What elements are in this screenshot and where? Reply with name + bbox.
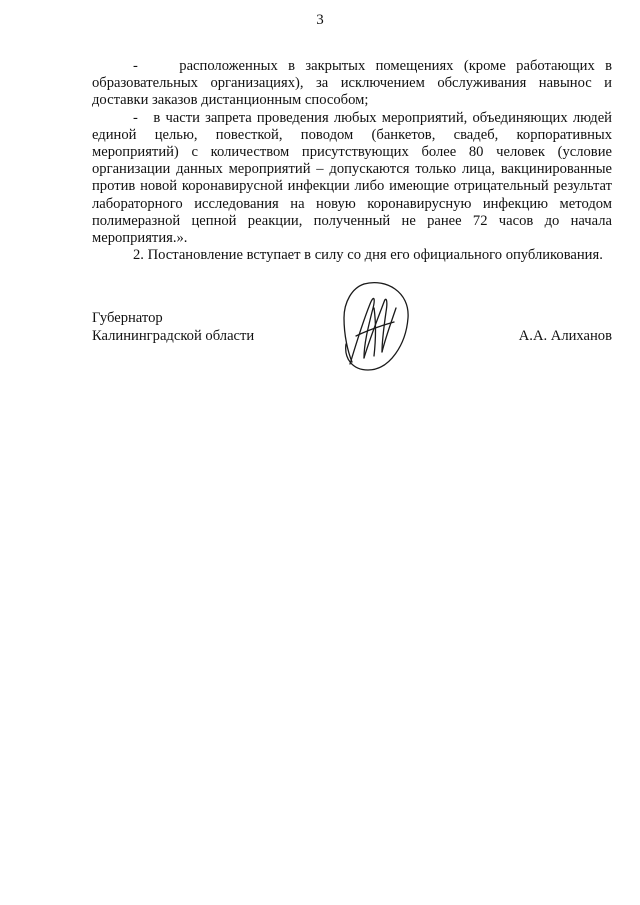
document-body bbox=[92, 58, 612, 264]
signatory-name: А.А. Алиханов bbox=[518, 327, 612, 344]
handwritten-signature bbox=[334, 278, 414, 376]
signatory-title-line1: Губернатор bbox=[92, 310, 163, 326]
paragraph-bullet-events: - в части запрета проведения любых мероприятий, объединяющих людей единой целью, повесткой, поводом (банкетов, свадеб, корпоративных мероприятий) с количеством присутствующих более 80 человек (условие организации данных мероприятий – допускаются только лица, вакцинированные против новой коронавирусной инфекции либо имеющие отрицательный результат лабораторного исследования на новую коронавирусную инфекцию методом полимеразной цепной реакции, полученный не ранее 72 часов до начала мероприятия.». bbox=[92, 109, 612, 247]
signatory-title-line2: Калининградской области bbox=[92, 327, 255, 344]
page-number: 3 bbox=[316, 12, 324, 28]
paragraph-bullet-premises: - расположенных в закрытых помещениях (кроме работающих в образовательных организациях), за исключением обслуживания навынос и доставки заказов дистанционным способом; bbox=[92, 58, 612, 109]
paragraph-effective-date: 2. Постановление вступает в силу со дня его официального опубликования. bbox=[133, 247, 603, 264]
